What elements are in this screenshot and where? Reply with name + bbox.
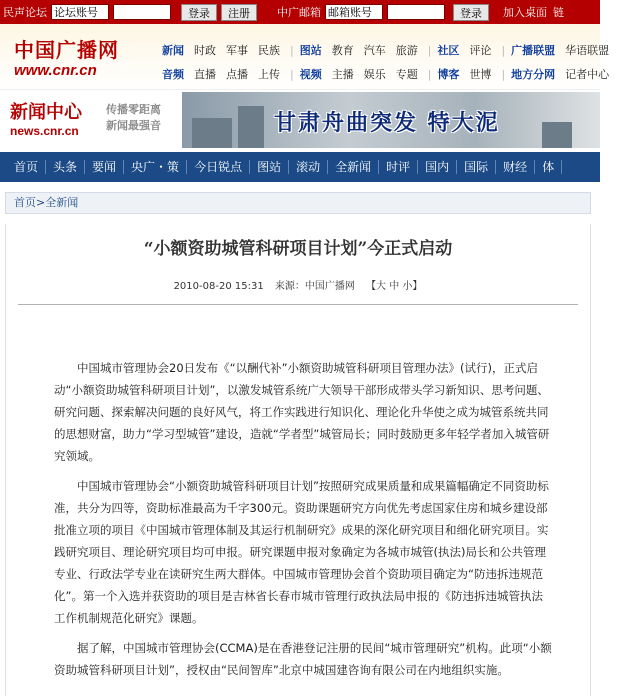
- forum-password-input[interactable]: [113, 4, 171, 20]
- top-login-bar: [0, 0, 600, 24]
- main-nav-item[interactable]: 央广・策: [124, 160, 187, 174]
- top-nav-item[interactable]: 音频: [162, 68, 184, 81]
- mail-password-input[interactable]: [387, 4, 445, 20]
- slogan-line: 传播零距离: [106, 103, 161, 116]
- banner-building-shape: [192, 118, 232, 148]
- news-banner-image[interactable]: [182, 92, 600, 148]
- article-paragraph: 据了解，中国城市管理协会(CCMA)是在香港登记注册的民间“城市管理研究”机构。此项“小额资助城管科研项目计划”，授权由“民间智库”北京中城国建咨询有限公司在内地组织实施。: [54, 641, 552, 677]
- main-nav-item[interactable]: 体: [535, 160, 562, 174]
- site-header: [0, 24, 610, 90]
- article-paragraph: 中国城市管理协会“小额资助城管科研项目计划”按照研究成果质量和成果篇幅确定不同资助标准，共分为四等，资助标准最高为千字300元。资助课题研究方向优先考虑国家住房和城乡建设部批准立项的项目《中国城市管理体制及其运行机制研究》成果的深化研究项目和细化研究项目。实践研究项目、理论研究项目均可申报。研究课题申报对象确定为各城市城管(执法)局长和公共管理专业、行政法学专业在读研究生两大群体。中国城市管理协会首个资助项目确定为“防违拆违规范化”。第一个入选并获资助的项目是吉林省长春市城市管理行政执法局申报的《防违拆违城管执法工作机制规范化研究》课题。: [54, 479, 549, 625]
- banner-building-shape: [238, 106, 264, 148]
- forum-register-button[interactable]: 注册: [221, 4, 257, 21]
- top-nav-item[interactable]: 博客: [437, 68, 460, 81]
- channel-title[interactable]: 新闻中心: [10, 102, 82, 123]
- top-nav-item[interactable]: 军事: [226, 44, 248, 57]
- top-nav-item[interactable]: 视频: [299, 68, 322, 81]
- top-nav-item[interactable]: 娱乐: [363, 68, 386, 81]
- top-nav-item[interactable]: 直播: [194, 68, 216, 81]
- main-nav-item[interactable]: 头条: [46, 160, 85, 174]
- mail-label: 中广邮箱: [277, 6, 321, 19]
- top-nav-item[interactable]: 上传: [258, 68, 280, 81]
- article-body: [6, 357, 590, 681]
- main-nav-item[interactable]: 要闻: [85, 160, 124, 174]
- top-nav-item[interactable]: 专题: [395, 68, 418, 81]
- site-logo-url[interactable]: www.cnr.cn: [14, 62, 97, 79]
- top-nav: [162, 38, 619, 86]
- article-source: 来源：中国广播网: [274, 281, 355, 292]
- banner-building-shape: [542, 122, 572, 148]
- banner-headline: 甘肃舟曲突发 特大泥: [274, 111, 500, 136]
- article: [5, 224, 591, 696]
- top-nav-item[interactable]: 新闻: [162, 44, 184, 57]
- main-nav-item[interactable]: 财经: [496, 160, 535, 174]
- main-nav-item[interactable]: 时评: [379, 160, 418, 174]
- top-nav-item[interactable]: 民族: [258, 44, 280, 57]
- add-to-desktop-link[interactable]: 加入桌面: [503, 6, 547, 19]
- mail-login-button[interactable]: 登录: [453, 4, 489, 21]
- channel-header: [0, 90, 600, 152]
- main-nav-item[interactable]: 今日锐点: [187, 160, 250, 174]
- main-nav-item[interactable]: 滚动: [289, 160, 328, 174]
- forum-label: 民声论坛: [3, 6, 47, 19]
- top-nav-item[interactable]: 旅游: [395, 44, 418, 57]
- nav-separator: |: [427, 43, 432, 57]
- forum-login-button[interactable]: 登录: [181, 4, 217, 21]
- mail-account-input[interactable]: [325, 4, 383, 20]
- main-nav: [0, 152, 600, 182]
- nav-separator: |: [501, 67, 506, 81]
- top-nav-item[interactable]: 社区: [437, 44, 460, 57]
- nav-separator: |: [501, 43, 506, 57]
- top-nav-item[interactable]: 图站: [299, 44, 322, 57]
- more-link[interactable]: 链: [553, 6, 564, 19]
- main-nav-item[interactable]: 全新闻: [328, 160, 379, 174]
- article-paragraph: 中国城市管理协会20日发布《“以酬代补”小额资助城管科研项目管理办法》(试行)，正式启动“小额资助城管科研项目计划”，以激发城管系统广大领导干部形成带头学习新知识、思考问题、研究问题、探索解决问题的良好风气，将工作实践进行知识化、理论化升华使之成为城管系统共同的思想财富，助力“学习型城管”建设，造就“学者型”城管局长；同时鼓励更多年轻学者加入城管研究领域。: [54, 361, 550, 463]
- site-logo[interactable]: 中国广播网: [14, 38, 119, 62]
- main-nav-item[interactable]: 国内: [418, 160, 457, 174]
- top-nav-item[interactable]: 点播: [226, 68, 248, 81]
- top-nav-item[interactable]: 评论: [469, 44, 492, 57]
- font-size-switcher[interactable]: 【大 中 小】: [366, 281, 423, 292]
- channel-url[interactable]: news.cnr.cn: [10, 124, 79, 138]
- top-nav-item[interactable]: 记者中心: [565, 68, 610, 81]
- top-nav-item[interactable]: 汽车: [363, 44, 386, 57]
- title-divider: [18, 304, 578, 305]
- nav-separator: |: [290, 43, 294, 57]
- main-nav-item[interactable]: 图站: [250, 160, 289, 174]
- channel-slogan: [106, 102, 161, 134]
- top-nav-row-2: [162, 62, 619, 86]
- breadcrumb[interactable]: 首页>全新闻: [5, 192, 591, 214]
- article-date: 2010-08-20 15:31: [173, 281, 264, 292]
- nav-separator: |: [427, 67, 432, 81]
- article-meta: [6, 277, 590, 292]
- main-nav-item[interactable]: 国际: [457, 160, 496, 174]
- top-nav-item[interactable]: 地方分网: [511, 68, 556, 81]
- top-nav-item[interactable]: 教育: [331, 44, 354, 57]
- top-nav-item[interactable]: 主播: [331, 68, 354, 81]
- forum-account-input[interactable]: [51, 4, 109, 20]
- top-nav-item[interactable]: 世博: [469, 68, 492, 81]
- top-nav-row-1: [162, 38, 619, 62]
- top-nav-item[interactable]: 华语联盟: [565, 44, 610, 57]
- top-nav-item[interactable]: 广播联盟: [511, 44, 556, 57]
- top-nav-item[interactable]: 时政: [194, 44, 216, 57]
- main-nav-item[interactable]: 首页: [14, 160, 46, 174]
- nav-separator: |: [290, 67, 294, 81]
- slogan-line: 新闻最强音: [106, 119, 161, 132]
- article-title: “小额资助城管科研项目计划”今正式启动: [143, 239, 453, 259]
